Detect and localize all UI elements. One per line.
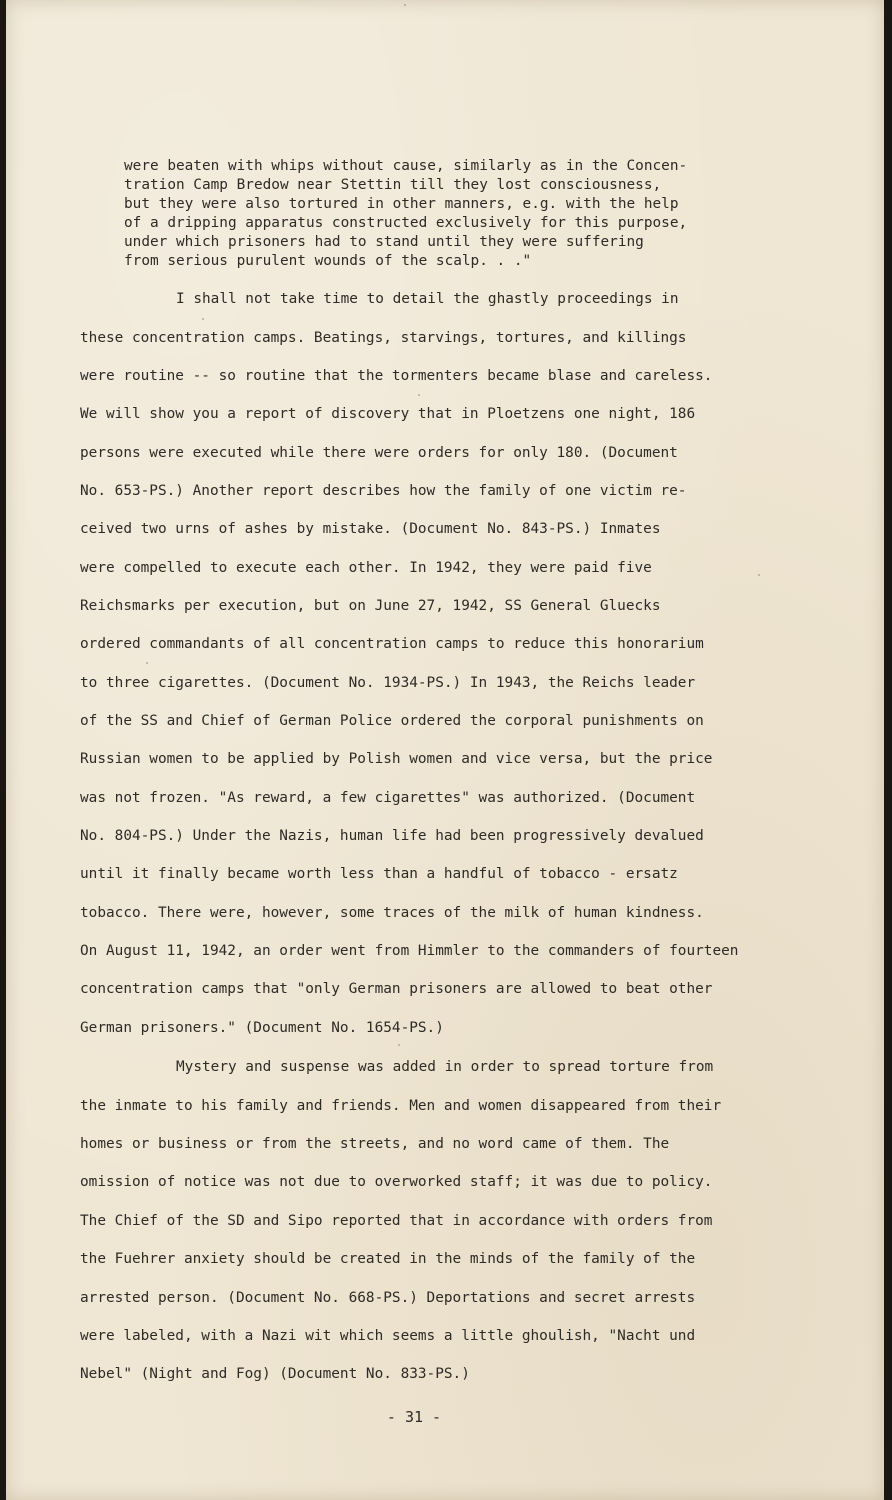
paragraph-line: I shall not take time to detail the ghastly proceedings in bbox=[176, 291, 679, 307]
paragraph-line: of the SS and Chief of German Police ordered the corporal punishments on bbox=[80, 713, 704, 729]
paragraph-line: ceived two urns of ashes by mistake. (Document No. 843-PS.) Inmates bbox=[80, 521, 661, 537]
paragraph-line: concentration camps that "only German prisoners are allowed to beat other bbox=[80, 981, 713, 997]
paragraph-line: were routine -- so routine that the tormenters became blase and careless. bbox=[80, 368, 713, 384]
paragraph-line: were compelled to execute each other. In 1942, they were paid five bbox=[80, 560, 652, 576]
paper-speck bbox=[418, 394, 420, 396]
paper-speck bbox=[186, 954, 188, 956]
paragraph-line: persons were executed while there were orders for only 180. (Document bbox=[80, 445, 678, 461]
paper-speck bbox=[202, 318, 204, 320]
paragraph-line: We will show you a report of discovery that in Ploetzens one night, 186 bbox=[80, 406, 696, 422]
paragraph-line: arrested person. (Document No. 668-PS.) Deportations and secret arrests bbox=[80, 1290, 696, 1306]
paragraph-line: German prisoners." (Document No. 1654-PS.) bbox=[80, 1020, 444, 1036]
paragraph-line: these concentration camps. Beatings, starvings, tortures, and killings bbox=[80, 330, 687, 346]
paragraph-line: to three cigarettes. (Document No. 1934-PS.) In 1943, the Reichs leader bbox=[80, 675, 696, 691]
paragraph-line: were labeled, with a Nazi wit which seems a little ghoulish, "Nacht und bbox=[80, 1328, 696, 1344]
paragraph-line: ordered commandants of all concentration camps to reduce this honorarium bbox=[80, 636, 704, 652]
document-page bbox=[6, 0, 884, 1500]
paper-speck bbox=[398, 1044, 400, 1046]
paragraph-line: Mystery and suspense was added in order to spread torture from bbox=[176, 1059, 714, 1075]
paragraph-line: Russian women to be applied by Polish women and vice versa, but the price bbox=[80, 751, 713, 767]
page-number: - 31 - bbox=[386, 1408, 442, 1426]
quote-line: from serious purulent wounds of the scalp. . ." bbox=[124, 253, 532, 269]
quote-line: tration Camp Bredow near Stettin till they lost consciousness, bbox=[124, 177, 662, 193]
paragraph-line: Reichsmarks per execution, but on June 27, 1942, SS General Gluecks bbox=[80, 598, 661, 614]
paragraph-line: tobacco. There were, however, some traces of the milk of human kindness. bbox=[80, 905, 704, 921]
paragraph-line: homes or business or from the streets, and no word came of them. The bbox=[80, 1136, 670, 1152]
paragraph-line: until it finally became worth less than a handful of tobacco - ersatz bbox=[80, 866, 678, 882]
paragraph-line: No. 804-PS.) Under the Nazis, human life had been progressively devalued bbox=[80, 828, 704, 844]
quote-line: of a dripping apparatus constructed exclusively for this purpose, bbox=[124, 215, 688, 231]
paragraph-line: Nebel" (Night and Fog) (Document No. 833-PS.) bbox=[80, 1366, 470, 1382]
paragraph-line: was not frozen. "As reward, a few cigarettes" was authorized. (Document bbox=[80, 790, 696, 806]
quote-line: under which prisoners had to stand until they were suffering bbox=[124, 234, 644, 250]
quote-line: were beaten with whips without cause, similarly as in the Concen- bbox=[124, 158, 688, 174]
paragraph-line: No. 653-PS.) Another report describes how the family of one victim re- bbox=[80, 483, 687, 499]
paper-speck bbox=[758, 574, 760, 576]
paper-speck bbox=[404, 4, 406, 6]
paragraph-line: The Chief of the SD and Sipo reported that in accordance with orders from bbox=[80, 1213, 713, 1229]
paragraph-line: omission of notice was not due to overworked staff; it was due to policy. bbox=[80, 1174, 713, 1190]
paragraph-line: On August 11, 1942, an order went from Himmler to the commanders of fourteen bbox=[80, 943, 739, 959]
paragraph-line: the Fuehrer anxiety should be created in the minds of the family of the bbox=[80, 1251, 696, 1267]
quote-line: but they were also tortured in other manners, e.g. with the help bbox=[124, 196, 679, 212]
paragraph-line: the inmate to his family and friends. Men and women disappeared from their bbox=[80, 1098, 722, 1114]
paper-speck bbox=[146, 662, 148, 664]
